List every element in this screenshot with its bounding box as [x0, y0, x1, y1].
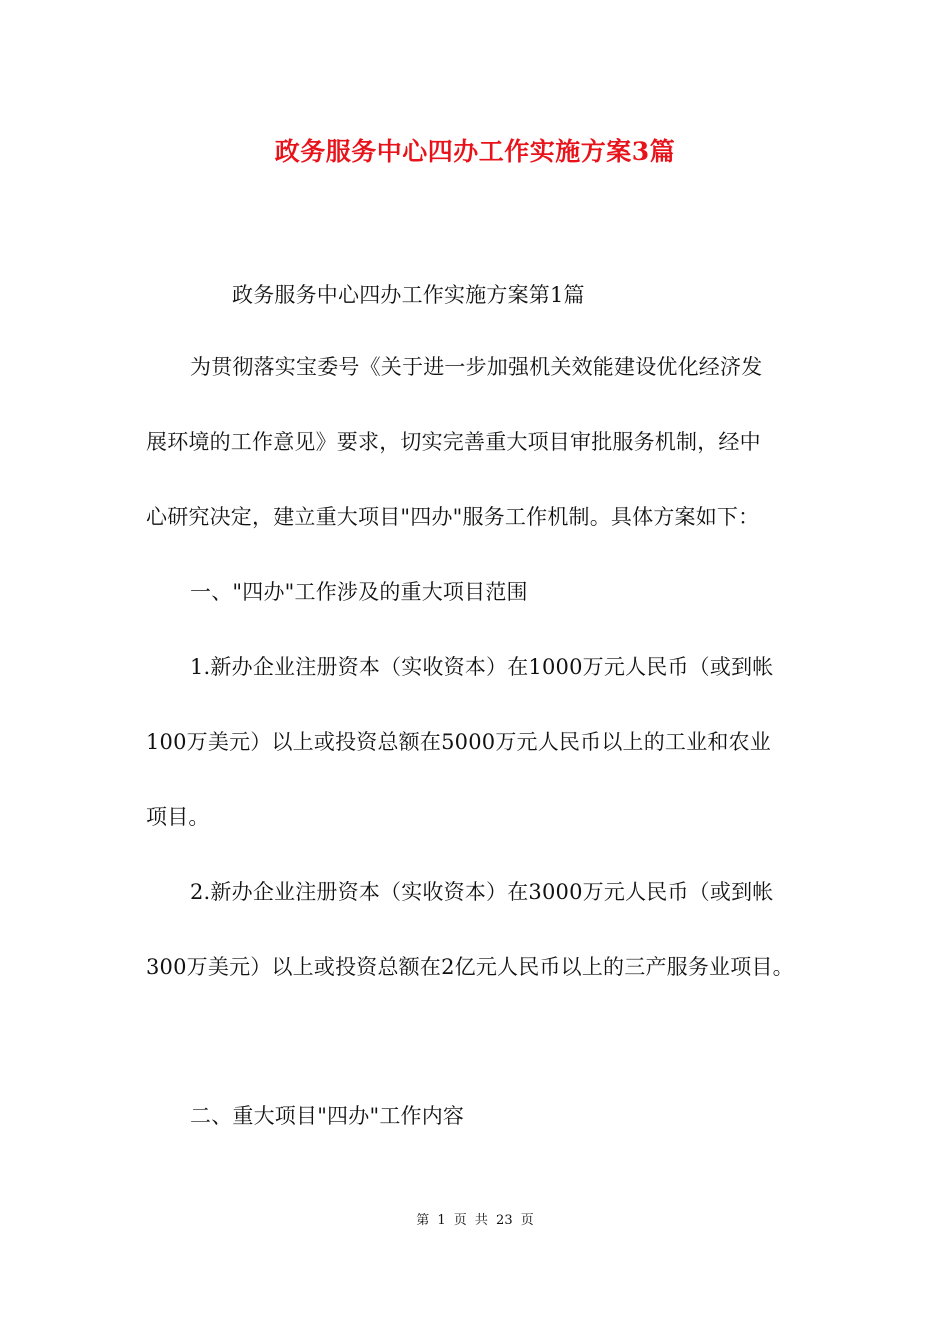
list-item-line: 300万美元）以上或投资总额在2亿元人民币以上的三产服务业项目。 [146, 955, 794, 979]
paragraph-line: 心研究决定，建立重大项目"四办"服务工作机制。具体方案如下： [146, 505, 760, 529]
list-item-line: 1.新办企业注册资本（实收资本）在1000万元人民币（或到帐 [190, 655, 774, 679]
list-item-line: 项目。 [146, 805, 210, 829]
list-item-line: 2.新办企业注册资本（实收资本）在3000万元人民币（或到帐 [190, 880, 774, 904]
section-heading-content: 二、重大项目"四办"工作内容 [190, 1104, 465, 1128]
section-heading-part-1: 政务服务中心四办工作实施方案第1篇 [232, 283, 585, 307]
paragraph-line: 为贯彻落实宝委号《关于进一步加强机关效能建设优化经济发 [190, 355, 763, 379]
document-title: 政务服务中心四办工作实施方案3篇 [274, 137, 676, 166]
paragraph-line: 展环境的工作意见》要求，切实完善重大项目审批服务机制，经中 [146, 430, 761, 454]
section-heading-scope: 一、"四办"工作涉及的重大项目范围 [190, 580, 528, 604]
page-number-footer: 第 1 页 共 23 页 [416, 1213, 534, 1228]
list-item-line: 100万美元）以上或投资总额在5000万元人民币以上的工业和农业 [146, 730, 771, 754]
